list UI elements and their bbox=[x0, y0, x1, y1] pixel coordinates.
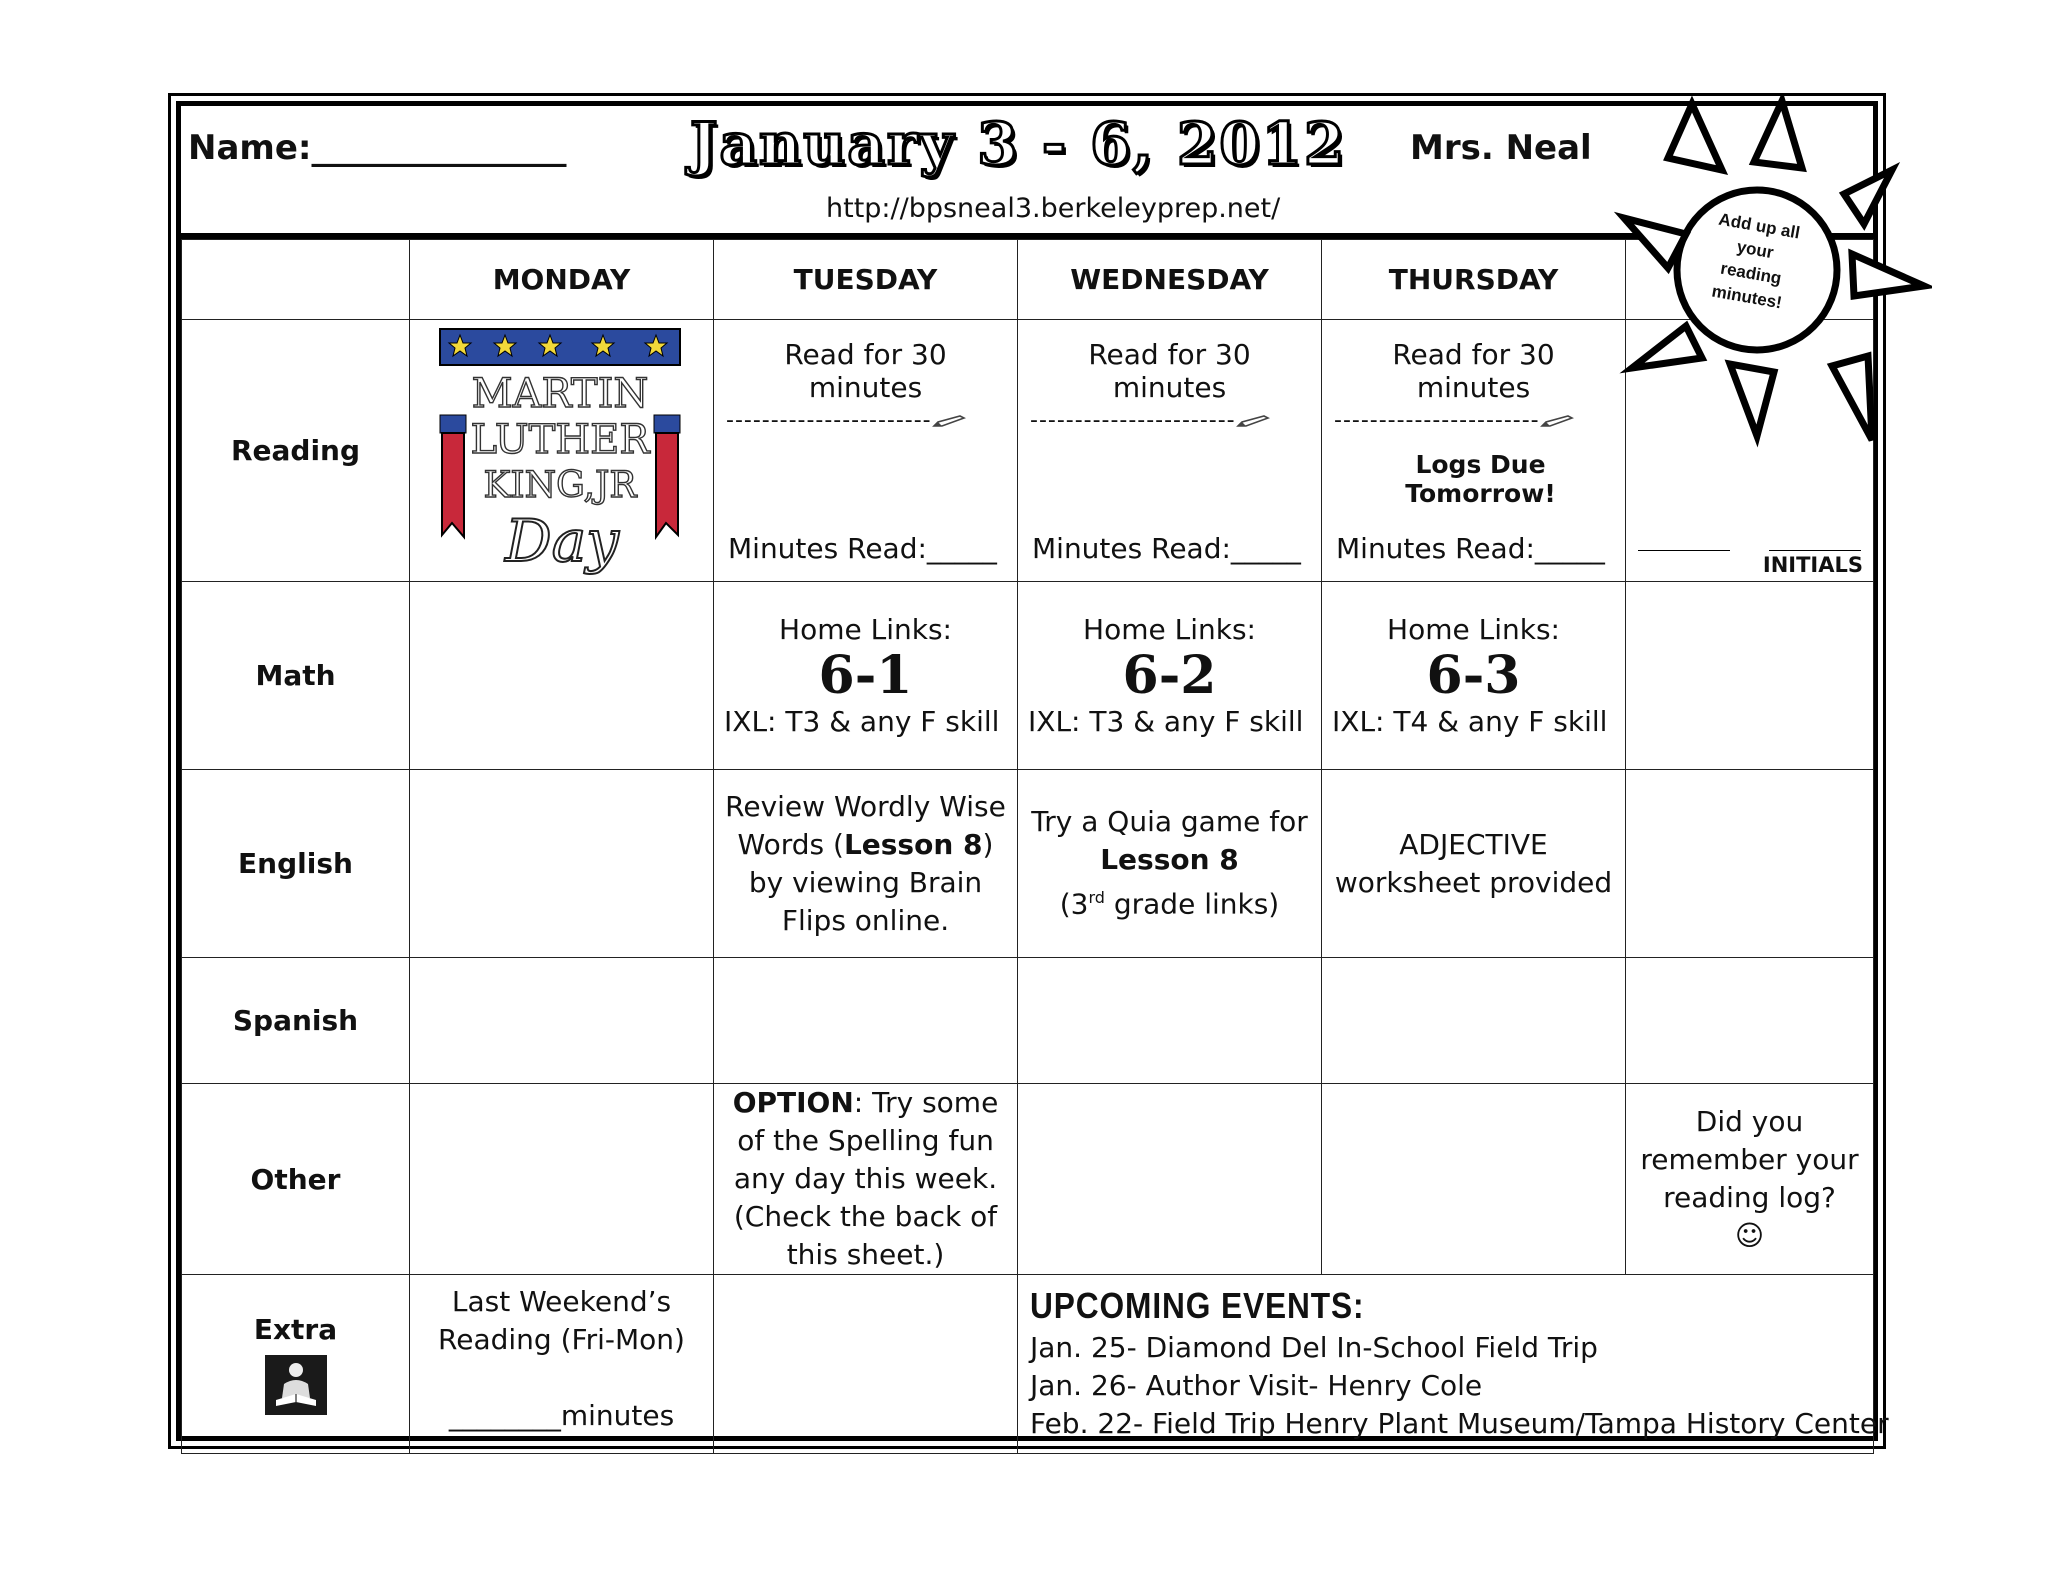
extra-row bbox=[182, 1275, 1874, 1454]
other-wednesday-cell bbox=[1018, 1084, 1322, 1275]
upcoming-events-title: UPCOMING EVENTS: bbox=[1030, 1285, 1365, 1326]
home-links-label: Home Links: bbox=[1387, 612, 1560, 646]
spanish-friday-cell bbox=[1626, 958, 1874, 1084]
page-title: January 3 - 6, 2012 bbox=[690, 110, 1347, 178]
log-line: ----------------------- bbox=[1030, 408, 1309, 433]
minutes-read-field[interactable]: Minutes Read:_____ bbox=[1032, 532, 1301, 565]
spanish-wednesday-cell bbox=[1018, 958, 1322, 1084]
pencil-icon bbox=[932, 414, 966, 428]
reading-tuesday-cell bbox=[714, 320, 1018, 582]
home-links-label: Home Links: bbox=[1083, 612, 1256, 646]
event-item: Jan. 26- Author Visit- Henry Cole bbox=[1030, 1369, 1483, 1402]
read-instruction: Read for 30 minutes bbox=[784, 338, 947, 404]
math-tuesday-cell bbox=[714, 582, 1018, 770]
day-header-tuesday: TUESDAY bbox=[714, 240, 1018, 320]
log-line: ----------------------- bbox=[1334, 408, 1613, 433]
math-friday-cell bbox=[1626, 582, 1874, 770]
spanish-thursday-cell bbox=[1322, 958, 1626, 1084]
math-monday-cell bbox=[410, 582, 714, 770]
logs-due-notice: Logs Due Tomorrow! bbox=[1405, 450, 1556, 508]
day-header-monday: MONDAY bbox=[410, 240, 714, 320]
subject-other: Other bbox=[182, 1084, 410, 1275]
reading-thursday-cell bbox=[1322, 320, 1626, 582]
read-instruction: Read for 30 minutes bbox=[1392, 338, 1555, 404]
math-thursday-cell bbox=[1322, 582, 1626, 770]
extra-tuesday-cell bbox=[714, 1275, 1018, 1454]
pencil-icon bbox=[1236, 414, 1270, 428]
english-wednesday-cell: Try a Quia game for Lesson 8 (3rd grade links) bbox=[1018, 770, 1322, 958]
day-header-wednesday: WEDNESDAY bbox=[1018, 240, 1322, 320]
english-monday-cell bbox=[410, 770, 714, 958]
pencil-icon bbox=[1540, 414, 1574, 428]
log-line: ----------------------- bbox=[726, 408, 1005, 433]
smiley-icon: ☺ bbox=[1734, 1219, 1765, 1252]
initials-label: INITIALS bbox=[1762, 553, 1863, 577]
english-tuesday-cell: Review Wordly Wise Words (Lesson 8) by viewing Brain Flips online. bbox=[714, 770, 1018, 958]
home-links-label: Home Links: bbox=[779, 612, 952, 646]
reading-wednesday-cell bbox=[1018, 320, 1322, 582]
svg-text:LUTHER: LUTHER bbox=[470, 417, 650, 463]
spanish-tuesday-cell bbox=[714, 958, 1018, 1084]
svg-text:Day: Day bbox=[505, 507, 619, 575]
upcoming-events-cell bbox=[1018, 1275, 1889, 1454]
spanish-row bbox=[182, 958, 1874, 1084]
teacher-name: Mrs. Neal bbox=[1410, 128, 1592, 168]
other-monday-cell bbox=[410, 1084, 714, 1275]
svg-text:KING,JR: KING,JR bbox=[483, 465, 637, 506]
subject-math: Math bbox=[182, 582, 410, 770]
english-thursday-cell: ADJECTIVE worksheet provided bbox=[1322, 770, 1626, 958]
name-field[interactable]: Name:_______________ bbox=[188, 128, 567, 168]
corner-cell bbox=[182, 240, 410, 320]
home-link-number: 6-2 bbox=[1122, 644, 1217, 706]
minutes-read-field[interactable]: Minutes Read:_____ bbox=[728, 532, 997, 565]
extra-monday-cell: Last Weekend’s Reading (Fri-Mon) ________minutes bbox=[410, 1275, 714, 1454]
sun-badge-text: Add up all your reading minutes! bbox=[1710, 209, 1802, 313]
weekend-minutes-field[interactable]: ________minutes bbox=[448, 1399, 675, 1432]
read-instruction: Read for 30 minutes bbox=[1088, 338, 1251, 404]
other-row bbox=[182, 1084, 1874, 1275]
spanish-monday-cell bbox=[410, 958, 714, 1084]
ixl-assignment: IXL: T4 & any F skill bbox=[1332, 705, 1608, 739]
subject-spanish: Spanish bbox=[182, 958, 410, 1084]
ixl-assignment: IXL: T3 & any F skill bbox=[1028, 705, 1304, 739]
math-row bbox=[182, 582, 1874, 770]
reading-child-icon bbox=[264, 1354, 328, 1416]
other-tuesday-cell: OPTION: Try some of the Spelling fun any day this week. (Check the back of this sheet.) bbox=[714, 1084, 1018, 1275]
subject-extra: Extra bbox=[182, 1275, 410, 1454]
home-link-number: 6-1 bbox=[818, 644, 913, 706]
subject-english: English bbox=[182, 770, 410, 958]
minutes-read-field[interactable]: Minutes Read:_____ bbox=[1336, 532, 1605, 565]
website-link[interactable]: http://bpsneal3.berkeleyprep.net/ bbox=[826, 193, 1281, 224]
subject-reading: Reading bbox=[182, 320, 410, 582]
home-link-number: 6-3 bbox=[1426, 644, 1521, 706]
day-header-thursday: THURSDAY bbox=[1322, 240, 1626, 320]
svg-text:MARTIN: MARTIN bbox=[471, 371, 649, 417]
math-wednesday-cell bbox=[1018, 582, 1322, 770]
mlk-day-clipart bbox=[438, 325, 682, 581]
ixl-assignment: IXL: T3 & any F skill bbox=[724, 705, 1000, 739]
initials-blanks[interactable] bbox=[1638, 550, 1861, 551]
english-row bbox=[182, 770, 1874, 958]
other-friday-cell: Did you remember your reading log? ☺ bbox=[1626, 1084, 1874, 1275]
english-friday-cell bbox=[1626, 770, 1874, 958]
other-thursday-cell bbox=[1322, 1084, 1626, 1275]
event-item: Jan. 25- Diamond Del In-School Field Trip bbox=[1030, 1331, 1598, 1364]
event-item: Feb. 22- Field Trip Henry Plant Museum/Tampa History Center bbox=[1030, 1407, 1889, 1440]
